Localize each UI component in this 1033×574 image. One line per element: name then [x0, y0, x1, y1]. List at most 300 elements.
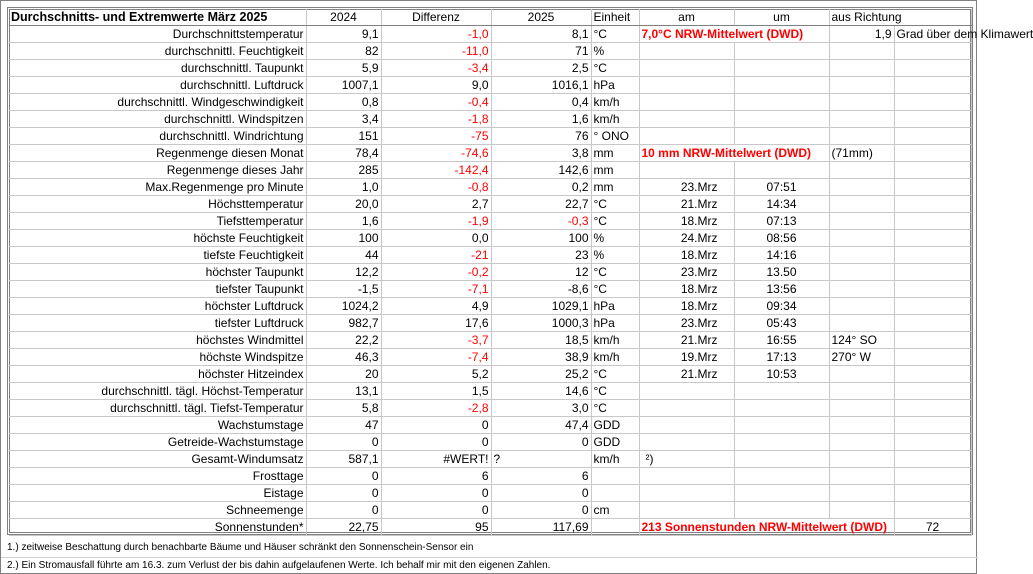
- empty-cell[interactable]: [894, 264, 971, 281]
- empty-cell[interactable]: [894, 281, 971, 298]
- date[interactable]: 18.Mrz: [639, 298, 734, 315]
- date[interactable]: [639, 417, 734, 434]
- direction[interactable]: [829, 468, 894, 485]
- date[interactable]: [639, 400, 734, 417]
- value-difference[interactable]: #WERT!: [381, 451, 491, 468]
- direction[interactable]: [829, 60, 894, 77]
- date[interactable]: [639, 77, 734, 94]
- date[interactable]: 23.Mrz: [639, 264, 734, 281]
- value-2024[interactable]: 5,9: [306, 60, 381, 77]
- row-label[interactable]: höchster Luftdruck: [9, 298, 306, 315]
- climate-deviation-text[interactable]: Grad über dem Klimawert: [894, 26, 971, 43]
- row-label[interactable]: höchster Taupunkt: [9, 264, 306, 281]
- row-label[interactable]: Wachstumstage: [9, 417, 306, 434]
- time[interactable]: [734, 434, 829, 451]
- time[interactable]: [734, 451, 829, 468]
- value-difference[interactable]: -142,4: [381, 162, 491, 179]
- table-row: [9, 247, 971, 264]
- value-2024[interactable]: 82: [306, 43, 381, 60]
- value-2025[interactable]: 1029,1: [491, 298, 591, 315]
- value-2025[interactable]: 6: [491, 468, 591, 485]
- empty-cell[interactable]: [894, 230, 971, 247]
- table-row: [9, 162, 971, 179]
- value-2024[interactable]: 5,8: [306, 400, 381, 417]
- header-date[interactable]: am: [639, 9, 734, 26]
- time[interactable]: 09:34: [734, 298, 829, 315]
- value-2024[interactable]: 1024,2: [306, 298, 381, 315]
- row-label[interactable]: Sonnenstunden*: [9, 519, 306, 536]
- direction[interactable]: [829, 451, 894, 468]
- table-row: [9, 264, 971, 281]
- value-2024[interactable]: 20: [306, 366, 381, 383]
- empty-cell[interactable]: [894, 332, 971, 349]
- value-difference[interactable]: -1,0: [381, 26, 491, 43]
- empty-cell[interactable]: [894, 43, 971, 60]
- time[interactable]: [734, 468, 829, 485]
- time[interactable]: 13.50: [734, 264, 829, 281]
- value-2024[interactable]: 0: [306, 485, 381, 502]
- value-2024[interactable]: 100: [306, 230, 381, 247]
- value-2025[interactable]: 76: [491, 128, 591, 145]
- date[interactable]: [639, 94, 734, 111]
- value-2025[interactable]: 8,1: [491, 26, 591, 43]
- unit[interactable]: °C: [591, 26, 639, 43]
- unit[interactable]: km/h: [591, 111, 639, 128]
- row-label[interactable]: höchste Feuchtigkeit: [9, 230, 306, 247]
- value-2024[interactable]: 22,2: [306, 332, 381, 349]
- unit[interactable]: hPa: [591, 315, 639, 332]
- value-difference[interactable]: 2,7: [381, 196, 491, 213]
- value-difference[interactable]: -0,2: [381, 264, 491, 281]
- nrw-reference-value[interactable]: (71mm): [829, 145, 894, 162]
- value-2024[interactable]: 0: [306, 502, 381, 519]
- value-difference[interactable]: -3,7: [381, 332, 491, 349]
- direction[interactable]: [829, 298, 894, 315]
- empty-cell[interactable]: [894, 468, 971, 485]
- nrw-reference[interactable]: 7,0°C NRW-Mittelwert (DWD): [639, 26, 829, 43]
- table-row: [9, 400, 971, 417]
- value-2025[interactable]: 0: [491, 434, 591, 451]
- table-row: [9, 502, 971, 519]
- direction[interactable]: [829, 315, 894, 332]
- value-2025[interactable]: 0: [491, 485, 591, 502]
- date[interactable]: [639, 434, 734, 451]
- value-2024[interactable]: -1,5: [306, 281, 381, 298]
- empty-cell[interactable]: [894, 383, 971, 400]
- header-2024[interactable]: 2024: [306, 9, 381, 26]
- unit[interactable]: [591, 468, 639, 485]
- value-2024[interactable]: 78,4: [306, 145, 381, 162]
- time[interactable]: [734, 111, 829, 128]
- date[interactable]: [639, 111, 734, 128]
- value-2025[interactable]: -0,3: [491, 213, 591, 230]
- value-2024[interactable]: 3,4: [306, 111, 381, 128]
- empty-cell[interactable]: [894, 502, 971, 519]
- value-2025[interactable]: 117,69: [491, 519, 591, 536]
- table-row: [9, 417, 971, 434]
- time[interactable]: [734, 94, 829, 111]
- date[interactable]: 21.Mrz: [639, 366, 734, 383]
- time[interactable]: [734, 417, 829, 434]
- unit[interactable]: %: [591, 43, 639, 60]
- row-label[interactable]: Schneemenge: [9, 502, 306, 519]
- row-label[interactable]: höchstes Windmittel: [9, 332, 306, 349]
- empty-cell[interactable]: [894, 315, 971, 332]
- value-2024[interactable]: 13,1: [306, 383, 381, 400]
- value-difference[interactable]: -75: [381, 128, 491, 145]
- direction[interactable]: [829, 196, 894, 213]
- empty-cell[interactable]: [894, 145, 971, 162]
- unit[interactable]: GDD: [591, 417, 639, 434]
- value-difference[interactable]: -1,8: [381, 111, 491, 128]
- value-2024[interactable]: 46,3: [306, 349, 381, 366]
- time[interactable]: [734, 43, 829, 60]
- unit[interactable]: [591, 519, 639, 536]
- value-difference[interactable]: 95: [381, 519, 491, 536]
- header-row: [9, 9, 971, 26]
- value-2025[interactable]: 38,9: [491, 349, 591, 366]
- value-difference[interactable]: 6: [381, 468, 491, 485]
- table-title[interactable]: Durchschnitts- und Extremwerte März 2025: [9, 9, 306, 26]
- row-label[interactable]: Max.Regenmenge pro Minute: [9, 179, 306, 196]
- time[interactable]: [734, 77, 829, 94]
- value-2025[interactable]: 2,5: [491, 60, 591, 77]
- date[interactable]: 23.Mrz: [639, 315, 734, 332]
- value-2025[interactable]: ?: [491, 451, 591, 468]
- unit[interactable]: °C: [591, 264, 639, 281]
- unit[interactable]: °C: [591, 383, 639, 400]
- header-unit[interactable]: Einheit: [591, 9, 639, 26]
- value-2024[interactable]: 151: [306, 128, 381, 145]
- time[interactable]: [734, 502, 829, 519]
- table-row: [9, 196, 971, 213]
- row-label[interactable]: durchschnittl. Windrichtung: [9, 128, 306, 145]
- date[interactable]: 24.Mrz: [639, 230, 734, 247]
- table-row: [9, 128, 971, 145]
- table-row: [9, 434, 971, 451]
- empty-cell[interactable]: [894, 485, 971, 502]
- row-label[interactable]: durchschnittl. Luftdruck: [9, 77, 306, 94]
- date[interactable]: [639, 468, 734, 485]
- row-label[interactable]: Gesamt-Windumsatz: [9, 451, 306, 468]
- value-difference[interactable]: -0,8: [381, 179, 491, 196]
- value-2025[interactable]: 3,0: [491, 400, 591, 417]
- value-2024[interactable]: 47: [306, 417, 381, 434]
- date[interactable]: 23.Mrz: [639, 179, 734, 196]
- value-difference[interactable]: 0: [381, 417, 491, 434]
- empty-cell[interactable]: [894, 434, 971, 451]
- row-label[interactable]: Frosttage: [9, 468, 306, 485]
- value-difference[interactable]: 9,0: [381, 77, 491, 94]
- row-label[interactable]: höchster Hitzeindex: [9, 366, 306, 383]
- direction[interactable]: [829, 213, 894, 230]
- value-2025[interactable]: 18,5: [491, 332, 591, 349]
- unit[interactable]: mm: [591, 162, 639, 179]
- date[interactable]: 21.Mrz: [639, 332, 734, 349]
- empty-cell[interactable]: [894, 94, 971, 111]
- nrw-reference-value[interactable]: 72: [894, 519, 971, 536]
- unit[interactable]: ° ONO: [591, 128, 639, 145]
- value-difference[interactable]: -3,4: [381, 60, 491, 77]
- row-label[interactable]: Höchsttemperatur: [9, 196, 306, 213]
- value-difference[interactable]: 0: [381, 485, 491, 502]
- date[interactable]: [639, 502, 734, 519]
- value-difference[interactable]: 1,5: [381, 383, 491, 400]
- table-row: [9, 94, 971, 111]
- empty-cell[interactable]: [894, 247, 971, 264]
- unit[interactable]: °C: [591, 366, 639, 383]
- empty-cell[interactable]: [894, 417, 971, 434]
- time[interactable]: [734, 60, 829, 77]
- value-difference[interactable]: 4,9: [381, 298, 491, 315]
- value-2024[interactable]: 9,1: [306, 26, 381, 43]
- date[interactable]: [639, 60, 734, 77]
- value-2025[interactable]: 142,6: [491, 162, 591, 179]
- header-difference[interactable]: Differenz: [381, 9, 491, 26]
- direction[interactable]: [829, 179, 894, 196]
- value-2024[interactable]: 22,75: [306, 519, 381, 536]
- unit[interactable]: hPa: [591, 298, 639, 315]
- direction[interactable]: [829, 128, 894, 145]
- value-2025[interactable]: 1016,1: [491, 77, 591, 94]
- row-label[interactable]: tiefster Luftdruck: [9, 315, 306, 332]
- empty-cell[interactable]: [894, 196, 971, 213]
- date[interactable]: [639, 43, 734, 60]
- footnote-2: 2.) Ein Stromausfall führte am 16.3. zum Verlust der bis dahin aufgelaufenen Werte. Ich behalf mir mit den eigenen Zahlen.: [7, 560, 551, 571]
- date[interactable]: [639, 162, 734, 179]
- table-row: [9, 281, 971, 298]
- value-difference[interactable]: 5,2: [381, 366, 491, 383]
- header-time[interactable]: um: [734, 9, 829, 26]
- row-label[interactable]: durchschnittl. Windgeschwindigkeit: [9, 94, 306, 111]
- value-difference[interactable]: 0,0: [381, 230, 491, 247]
- unit[interactable]: °C: [591, 213, 639, 230]
- table-row: [9, 451, 971, 468]
- value-difference[interactable]: -11,0: [381, 43, 491, 60]
- unit[interactable]: %: [591, 230, 639, 247]
- value-2024[interactable]: 0,8: [306, 94, 381, 111]
- empty-cell[interactable]: [894, 60, 971, 77]
- unit[interactable]: °C: [591, 281, 639, 298]
- row-label[interactable]: Regenmenge diesen Monat: [9, 145, 306, 162]
- value-2024[interactable]: 1007,1: [306, 77, 381, 94]
- table-row: [9, 26, 971, 43]
- table-row: [9, 485, 971, 502]
- unit[interactable]: °C: [591, 60, 639, 77]
- value-2024[interactable]: 0: [306, 434, 381, 451]
- value-2024[interactable]: 1,0: [306, 179, 381, 196]
- empty-cell[interactable]: [894, 162, 971, 179]
- row-label[interactable]: Tiefsttemperatur: [9, 213, 306, 230]
- unit[interactable]: %: [591, 247, 639, 264]
- footnote-divider: [1, 557, 978, 558]
- time[interactable]: 10:53: [734, 366, 829, 383]
- value-2024[interactable]: 0: [306, 468, 381, 485]
- value-2025[interactable]: 22,7: [491, 196, 591, 213]
- empty-cell[interactable]: [894, 349, 971, 366]
- direction[interactable]: [829, 264, 894, 281]
- value-2025[interactable]: 1,6: [491, 111, 591, 128]
- value-2024[interactable]: 12,2: [306, 264, 381, 281]
- direction[interactable]: [829, 434, 894, 451]
- direction[interactable]: [829, 281, 894, 298]
- date[interactable]: 19.Mrz: [639, 349, 734, 366]
- unit[interactable]: GDD: [591, 434, 639, 451]
- time[interactable]: 08:56: [734, 230, 829, 247]
- direction[interactable]: 270° W: [829, 349, 894, 366]
- empty-cell[interactable]: [894, 451, 971, 468]
- row-label[interactable]: durchschnittl. Taupunkt: [9, 60, 306, 77]
- direction[interactable]: [829, 400, 894, 417]
- row-label[interactable]: höchste Windspitze: [9, 349, 306, 366]
- nrw-reference[interactable]: 213 Sonnenstunden NRW-Mittelwert (DWD): [639, 519, 894, 536]
- unit[interactable]: [591, 485, 639, 502]
- climate-deviation-value[interactable]: 1,9: [829, 26, 894, 43]
- value-difference[interactable]: -7,1: [381, 281, 491, 298]
- table-row: [9, 213, 971, 230]
- direction[interactable]: [829, 77, 894, 94]
- date[interactable]: [639, 383, 734, 400]
- table-row: [9, 468, 971, 485]
- direction[interactable]: [829, 43, 894, 60]
- time[interactable]: 16:55: [734, 332, 829, 349]
- table-row: [9, 315, 971, 332]
- value-2025[interactable]: 3,8: [491, 145, 591, 162]
- header-direction[interactable]: aus Richtung: [829, 9, 971, 26]
- value-difference[interactable]: -1,9: [381, 213, 491, 230]
- date[interactable]: [639, 485, 734, 502]
- time[interactable]: [734, 128, 829, 145]
- value-2025[interactable]: -8,6: [491, 281, 591, 298]
- direction[interactable]: [829, 417, 894, 434]
- time[interactable]: 17:13: [734, 349, 829, 366]
- row-label[interactable]: tiefster Taupunkt: [9, 281, 306, 298]
- value-difference[interactable]: -2,8: [381, 400, 491, 417]
- value-2025[interactable]: 1000,3: [491, 315, 591, 332]
- row-label[interactable]: durchschnittl. Feuchtigkeit: [9, 43, 306, 60]
- row-label[interactable]: durchschnittl. tägl. Höchst-Temperatur: [9, 383, 306, 400]
- direction[interactable]: 124° SO: [829, 332, 894, 349]
- unit[interactable]: km/h: [591, 94, 639, 111]
- empty-cell[interactable]: [894, 77, 971, 94]
- time[interactable]: [734, 383, 829, 400]
- table-row: [9, 230, 971, 247]
- date[interactable]: 18.Mrz: [639, 213, 734, 230]
- time[interactable]: [734, 400, 829, 417]
- unit[interactable]: km/h: [591, 451, 639, 468]
- table-row: [9, 111, 971, 128]
- value-2025[interactable]: 12: [491, 264, 591, 281]
- unit[interactable]: km/h: [591, 332, 639, 349]
- date[interactable]: [639, 128, 734, 145]
- value-difference[interactable]: 17,6: [381, 315, 491, 332]
- unit[interactable]: °C: [591, 400, 639, 417]
- direction[interactable]: [829, 162, 894, 179]
- date[interactable]: ²): [639, 451, 734, 468]
- unit[interactable]: mm: [591, 179, 639, 196]
- empty-cell[interactable]: [894, 366, 971, 383]
- row-label[interactable]: Durchschnittstemperatur: [9, 26, 306, 43]
- empty-cell[interactable]: [894, 213, 971, 230]
- value-2025[interactable]: 0,2: [491, 179, 591, 196]
- time[interactable]: 05:43: [734, 315, 829, 332]
- table-row: [9, 332, 971, 349]
- direction[interactable]: [829, 485, 894, 502]
- value-2025[interactable]: 0: [491, 502, 591, 519]
- value-2025[interactable]: 0,4: [491, 94, 591, 111]
- time[interactable]: [734, 485, 829, 502]
- value-2024[interactable]: 20,0: [306, 196, 381, 213]
- unit[interactable]: hPa: [591, 77, 639, 94]
- value-2024[interactable]: 285: [306, 162, 381, 179]
- time[interactable]: [734, 162, 829, 179]
- time[interactable]: 07:13: [734, 213, 829, 230]
- time[interactable]: 14:16: [734, 247, 829, 264]
- row-label[interactable]: durchschnittl. tägl. Tiefst-Temperatur: [9, 400, 306, 417]
- value-2025[interactable]: 23: [491, 247, 591, 264]
- empty-cell[interactable]: [894, 111, 971, 128]
- direction[interactable]: [829, 247, 894, 264]
- value-difference[interactable]: -7,4: [381, 349, 491, 366]
- empty-cell[interactable]: [894, 298, 971, 315]
- direction[interactable]: [829, 94, 894, 111]
- empty-cell[interactable]: [894, 400, 971, 417]
- value-2025[interactable]: 25,2: [491, 366, 591, 383]
- value-2024[interactable]: 587,1: [306, 451, 381, 468]
- empty-cell[interactable]: [894, 128, 971, 145]
- value-2025[interactable]: 47,4: [491, 417, 591, 434]
- row-label[interactable]: Regenmenge dieses Jahr: [9, 162, 306, 179]
- empty-cell[interactable]: [894, 179, 971, 196]
- value-difference[interactable]: 0: [381, 434, 491, 451]
- value-difference[interactable]: 0: [381, 502, 491, 519]
- value-2025[interactable]: 100: [491, 230, 591, 247]
- row-label[interactable]: durchschnittl. Windspitzen: [9, 111, 306, 128]
- time[interactable]: 07:51: [734, 179, 829, 196]
- value-2025[interactable]: 14,6: [491, 383, 591, 400]
- direction[interactable]: [829, 111, 894, 128]
- direction[interactable]: [829, 366, 894, 383]
- table-row: [9, 383, 971, 400]
- value-2024[interactable]: 982,7: [306, 315, 381, 332]
- direction[interactable]: [829, 383, 894, 400]
- value-2024[interactable]: 44: [306, 247, 381, 264]
- direction[interactable]: [829, 230, 894, 247]
- unit[interactable]: °C: [591, 196, 639, 213]
- table-row: [9, 366, 971, 383]
- date[interactable]: 21.Mrz: [639, 196, 734, 213]
- date[interactable]: 18.Mrz: [639, 247, 734, 264]
- unit[interactable]: km/h: [591, 349, 639, 366]
- nrw-reference[interactable]: 10 mm NRW-Mittelwert (DWD): [639, 145, 829, 162]
- time[interactable]: 14:34: [734, 196, 829, 213]
- time[interactable]: 13:56: [734, 281, 829, 298]
- row-label[interactable]: Eistage: [9, 485, 306, 502]
- unit[interactable]: cm: [591, 502, 639, 519]
- unit[interactable]: mm: [591, 145, 639, 162]
- table-row: [9, 60, 971, 77]
- row-label[interactable]: Getreide-Wachstumstage: [9, 434, 306, 451]
- value-difference[interactable]: -21: [381, 247, 491, 264]
- date[interactable]: 18.Mrz: [639, 281, 734, 298]
- header-2025[interactable]: 2025: [491, 9, 591, 26]
- value-difference[interactable]: -0,4: [381, 94, 491, 111]
- value-2025[interactable]: 71: [491, 43, 591, 60]
- direction[interactable]: [829, 502, 894, 519]
- value-2024[interactable]: 1,6: [306, 213, 381, 230]
- row-label[interactable]: tiefste Feuchtigkeit: [9, 247, 306, 264]
- value-difference[interactable]: -74,6: [381, 145, 491, 162]
